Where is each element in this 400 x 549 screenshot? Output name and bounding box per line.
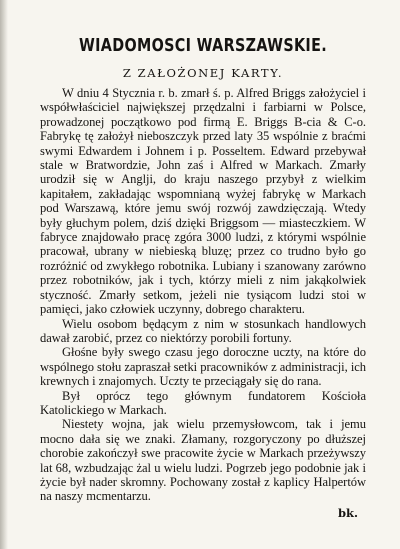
article-paragraph: Wielu osobom będącym z nim w stosunkach handlowych dawał zarobić, przez co niektórzy porobili fortuny.: [40, 316, 366, 345]
article-paragraph: Był oprócz tego głównym fundatorem Kościoła Katolickiego w Markach.: [40, 388, 366, 417]
article-paragraph: Głośne były swego czasu jego doroczne uczty, na które do wspólnego stołu zapraszał setki pracowników z administracji, ich krewnych i znajomych. Uczty te przeciągały się do rana.: [40, 345, 366, 389]
article-title: WIADOMOSCI WARSZAWSKIE.: [78, 36, 328, 56]
page-edge-shadow: [0, 0, 8, 549]
article-paragraph: W dniu 4 Stycznia r. b. zmarł ś. p. Alfred Briggs założyciel i współwłaściciel największej przędzalni i farbiarni w Polsce, prowadzonej początkowo pod firmą E. Briggs B-cia & C-o. Fabrykę tę założył nieboszczyk przed laty 35 wspólnie z braćmi swymi Edwardem i Johnem i p. Posseltem. Edward przebywał stale w Bratwordzie, John zaś i Alfred w Markach. Zmarły urodził się w Anglji, do kraju naszego przybył z wielkim kapitałem, zakładając wspomnianą wyżej fabrykę w Markach pod Warszawą, które jemu swój rozwój zawdzięczają. Wtedy były głuchym polem, dziś dzięki Briggsom — miasteczkiem. W fabryce znajdowało pracę zgóra 3000 ludzi, z którymi wspólnie pracował, ubrany w niebieską bluzę; przez co trudno było go rozróżnić od zwykłego robotnika. Lubiany i szanowany zarówno przez robotników, jak i tych, którzy mieli z nim jakąkolwiek styczność. Zmarły setkom, jeżeli nie tysiącom ludzi stoi w pamięci, jako człowiek uczynny, dobrego charakteru.: [40, 86, 366, 317]
article-paragraph: Niestety wojna, jak wielu przemysłowcom, tak i jemu mocno dała się we znaki. Złamany, rozgoryczony po dłuższej chorobie zakończył swe pracowite życie w Markach przeżywszy lat 68, wzbudzając żal u wielu ludzi. Pogrzeb jego podobnie jak i życie był nader skromny. Pochowany został z kaplicy Halpertów na naszy mcmentarzu.: [40, 417, 366, 504]
article-subtitle: Z ZAŁOŻONEJ KARTY.: [122, 66, 284, 80]
author-signature: bk.: [337, 505, 358, 520]
article-body: [40, 86, 366, 504]
